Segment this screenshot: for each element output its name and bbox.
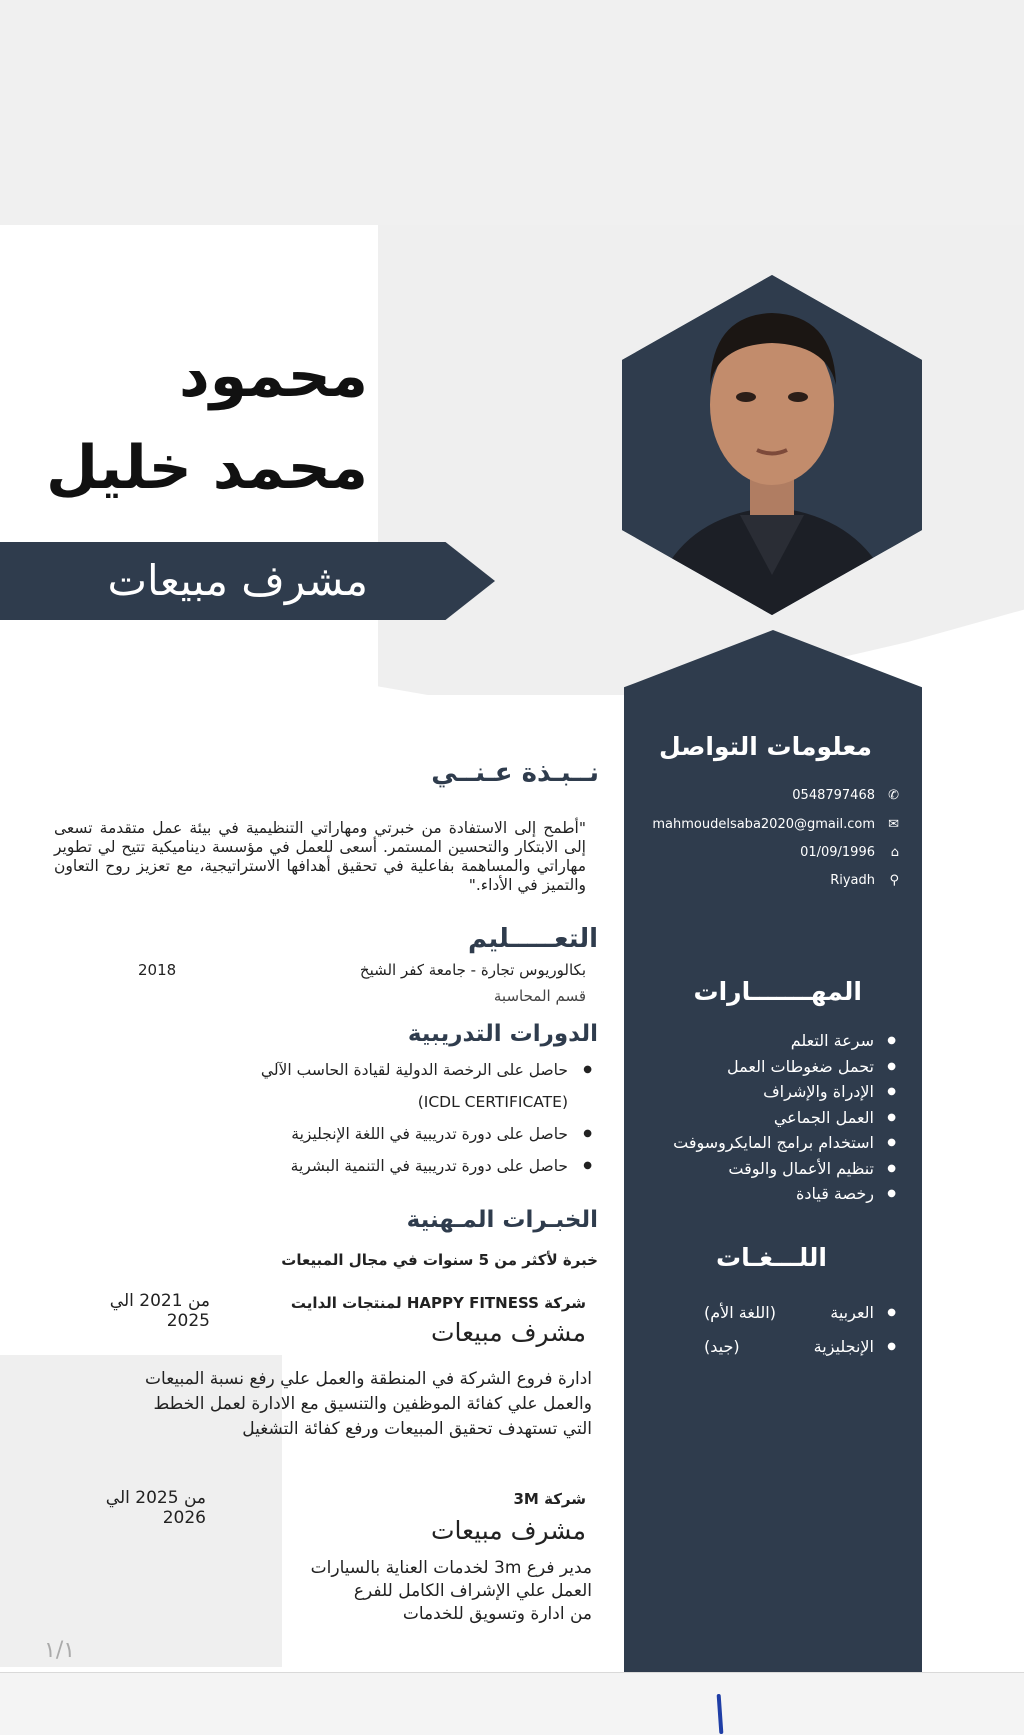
language-level: (جيد) (704, 1337, 740, 1356)
education-year: 2018 (138, 961, 177, 979)
about-heading: نــبـذة عـنــي (431, 758, 599, 788)
language-item (616, 1330, 896, 1364)
full-name (46, 330, 368, 514)
job-1-title: مشرف مبيعات (430, 1318, 586, 1347)
job-2-title: مشرف مبيعات (430, 1516, 586, 1545)
contact-phone: ✆0548797468 (609, 786, 899, 806)
course-item-note: (ICDL CERTIFICATE) (417, 1093, 568, 1111)
job-2-desc-line: مدير فرع 3m لخدمات العناية بالسيارات (310, 1558, 592, 1578)
job-2-description (192, 1557, 592, 1626)
job-title: مشرف مبيعات (107, 556, 368, 605)
job-2-period: من 2025 الي 2026 (105, 1488, 206, 1528)
skill-item: ● الإدراة والإشراف (616, 1079, 896, 1105)
birthday-cake-icon: ⌂ (890, 845, 899, 860)
skills-list (616, 1028, 896, 1207)
skill-item: ● العمل الجماعي (616, 1105, 896, 1131)
job-2-desc-line: من ادارة وتسويق للخدمات (402, 1604, 592, 1624)
about-text: "أطمح إلى الاستفادة من خبرتي ومهاراتي التنظيمية في بيئة عمل متقدمة تسعى إلى الابتكار والتحسين المستمر. أسعى للعمل في مؤسسة ديناميكية تتيح لي تطوير مهاراتي والمساهمة بفاعلية في تحقيق أهدافها الاستراتيجية، مع تعزيز روح التعاون والتميز في الأداء." (54, 819, 586, 894)
language-name: الإنجليزية (813, 1337, 874, 1356)
courses-list (232, 1054, 592, 1182)
languages-heading: اللـــغـات (716, 1243, 827, 1272)
education-degree: بكالوريوس تجارة - جامعة كفر الشيخ (359, 961, 586, 979)
page-bottom-band (0, 1672, 1024, 1735)
course-item: ● حاصل على الرخصة الدولية لقيادة الحاسب الآلي (232, 1054, 592, 1086)
language-item (616, 1296, 896, 1330)
email-icon: ✉ (888, 817, 899, 832)
skill-item: ● سرعة التعلم (616, 1028, 896, 1054)
contact-email[interactable]: ✉mahmoudelsaba2020@gmail.com (609, 815, 899, 835)
language-level: (اللغة الأم) (704, 1303, 776, 1322)
location-pin-icon: ⚲ (889, 873, 899, 888)
language-name: العربية (830, 1303, 874, 1322)
education-heading: التعـــــليم (467, 924, 598, 954)
top-margin (0, 0, 1024, 225)
languages-list (616, 1296, 896, 1364)
skills-heading: المهـــــــارات (693, 977, 862, 1006)
job-2-company: شركة 3M (513, 1490, 586, 1508)
page-number: ١/١ (44, 1638, 76, 1663)
job-1-desc-line: التي تستهدف تحقيق المبيعات ورفع كفائة التشغيل (242, 1419, 592, 1439)
skill-item: ● استخدام برامج المايكروسوفت (616, 1130, 896, 1156)
contact-location: ⚲Riyadh (609, 871, 899, 891)
name-line-1: محمود (178, 341, 368, 411)
course-item: ● حاصل على دورة تدريبية في التنمية البشرية (232, 1150, 592, 1182)
job-1-period: من 2021 الي 2025 (109, 1291, 210, 1331)
job-1-desc-line: والعمل علي كفائة الموظفين والتنسيق مع الادارة لعمل الخطط (153, 1394, 592, 1414)
experience-summary: خبرة لأكثر من 5 سنوات في مجال المبيعات (281, 1251, 598, 1269)
job-1-company: شركة HAPPY FITNESS لمنتجات الدايت (290, 1294, 586, 1312)
contact-list (609, 786, 899, 891)
skill-item: ● تحمل ضغوطات العمل (616, 1054, 896, 1080)
education-department: قسم المحاسبة (493, 987, 586, 1005)
courses-heading: الدورات التدريبية (407, 1021, 598, 1047)
contact-heading: معلومات التواصل (658, 732, 872, 761)
job-1-description (32, 1367, 592, 1442)
skill-item: ● تنظيم الأعمال والوقت (616, 1156, 896, 1182)
course-item: ● حاصل على دورة تدريبية في اللغة الإنجليزية (232, 1118, 592, 1150)
skill-item: ● رخصة قيادة (616, 1181, 896, 1207)
job-1-desc-line: ادارة فروع الشركة في المنطقة والعمل علي رفع نسبة المبيعات (145, 1369, 592, 1389)
job-2-desc-line: العمل علي الإشراف الكامل للفرع (353, 1581, 592, 1601)
name-line-2: محمد خليل (46, 433, 368, 503)
phone-icon: ✆ (888, 788, 899, 803)
contact-birthdate: ⌂01/09/1996 (609, 843, 899, 863)
experience-heading: الخبـرات المـهنية (406, 1207, 598, 1233)
